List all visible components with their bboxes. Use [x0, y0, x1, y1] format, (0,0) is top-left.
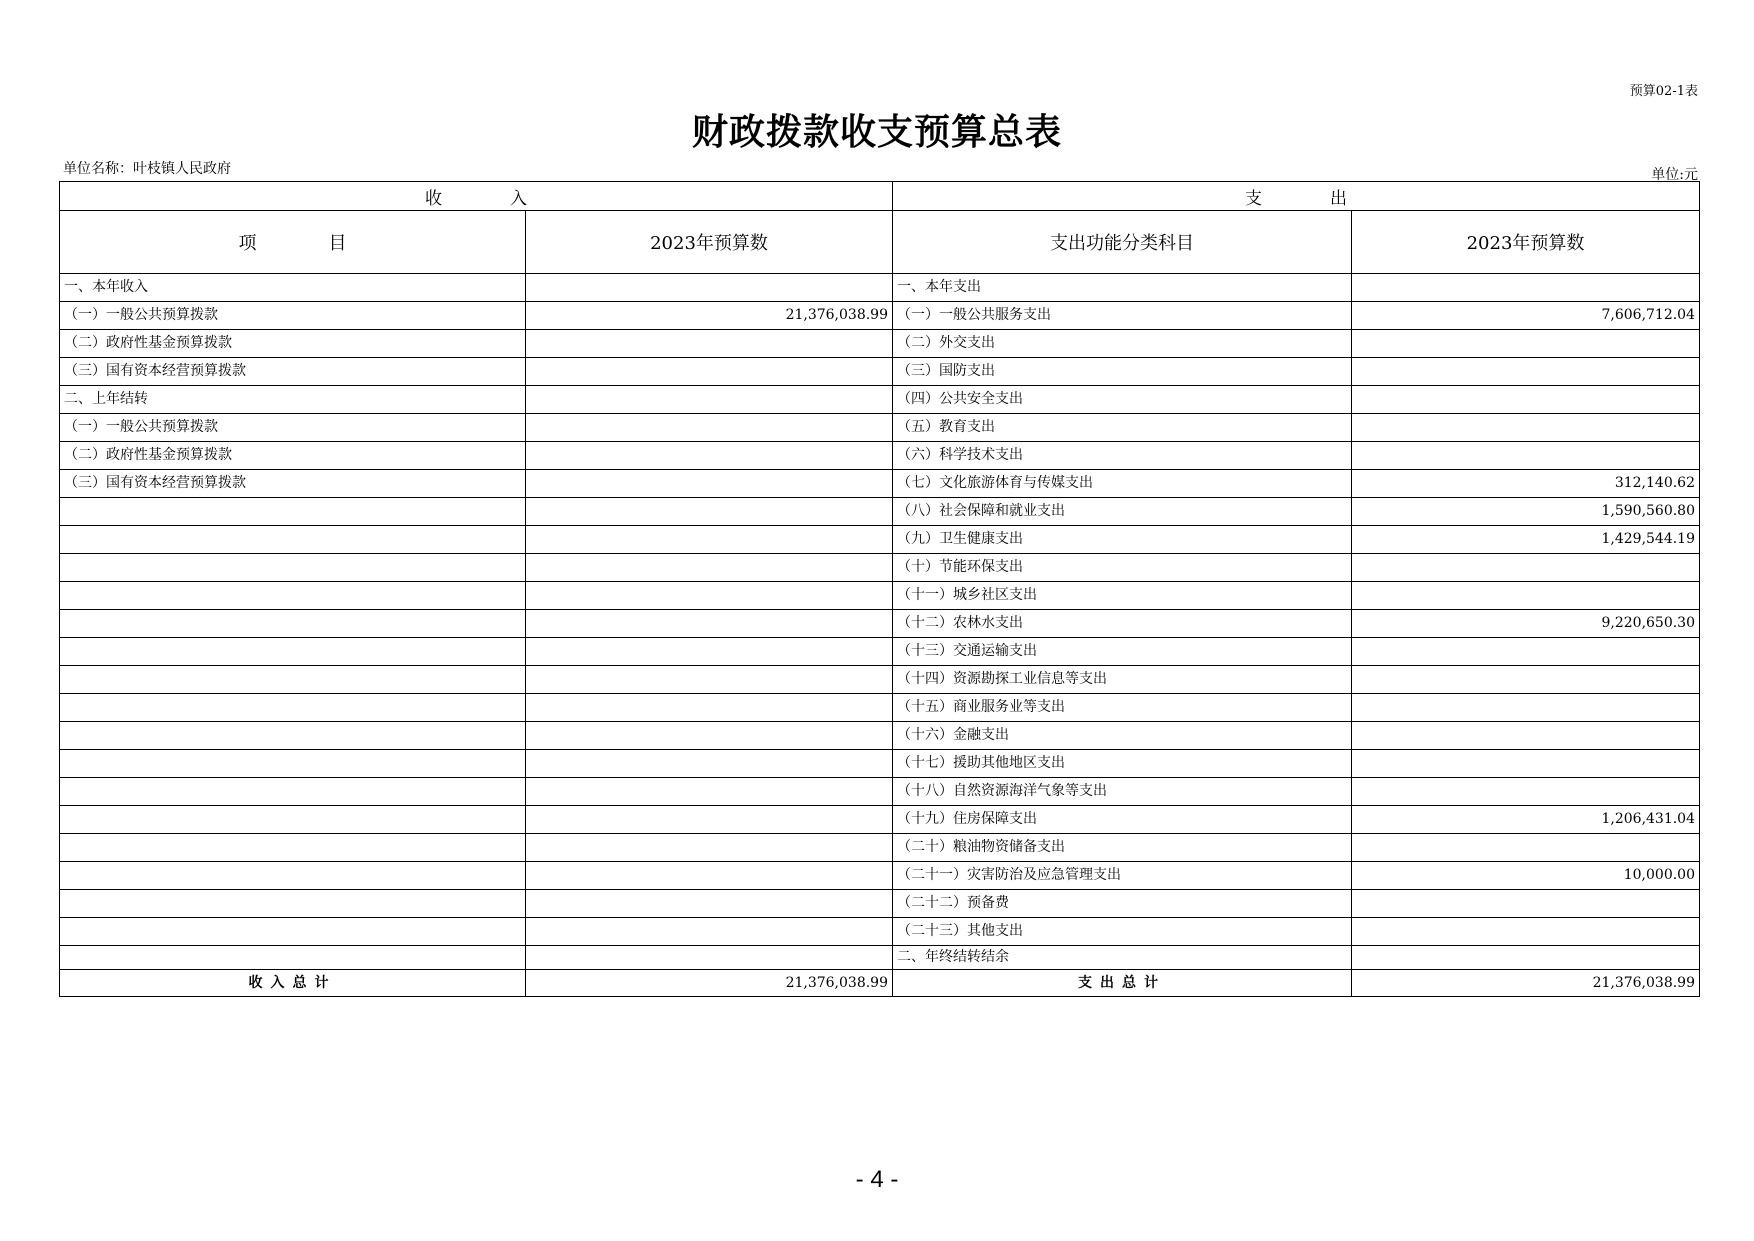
table-row: [60, 862, 1700, 890]
expense-item-cell: （十四）资源勘探工业信息等支出: [893, 666, 1352, 694]
expense-item-header: 支出功能分类科目: [893, 211, 1352, 274]
expense-item-cell: （十三）交通运输支出: [893, 638, 1352, 666]
expense-amount-cell: [1352, 582, 1700, 610]
income-amount-cell: [526, 694, 893, 722]
table-row: [60, 302, 1700, 330]
expense-item-cell: 二、年终结转结余: [893, 946, 1352, 970]
income-item-cell: [60, 554, 526, 582]
income-item-cell: [60, 582, 526, 610]
income-item-cell: 二、上年结转: [60, 386, 526, 414]
income-amount-cell: [526, 526, 893, 554]
income-amount-cell: [526, 722, 893, 750]
table-row: [60, 330, 1700, 358]
income-item-cell: [60, 750, 526, 778]
table-row: [60, 806, 1700, 834]
section-header-row: [60, 182, 1700, 211]
expense-amount-cell: [1352, 946, 1700, 970]
expense-item-cell: （十五）商业服务业等支出: [893, 694, 1352, 722]
expense-item-cell: （十六）金融支出: [893, 722, 1352, 750]
income-amount-cell: [526, 890, 893, 918]
expense-total-amount: 21,376,038.99: [1352, 970, 1700, 997]
expense-amount-cell: [1352, 694, 1700, 722]
expense-amount-cell: 312,140.62: [1352, 470, 1700, 498]
budget-table: [59, 181, 1700, 997]
income-item-cell: [60, 806, 526, 834]
income-amount-cell: [526, 414, 893, 442]
unit-currency: 单位:元: [1651, 167, 1698, 183]
income-amount-cell: [526, 386, 893, 414]
table-row: [60, 890, 1700, 918]
unit-name: 单位名称：叶枝镇人民政府: [63, 161, 231, 177]
table-row: [60, 918, 1700, 946]
income-item-cell: [60, 890, 526, 918]
income-item-cell: （一）一般公共预算拨款: [60, 414, 526, 442]
total-row: [60, 970, 1700, 997]
expense-amount-cell: 10,000.00: [1352, 862, 1700, 890]
income-item-cell: [60, 722, 526, 750]
table-row: [60, 638, 1700, 666]
table-row: [60, 386, 1700, 414]
income-item-cell: [60, 498, 526, 526]
income-item-cell: （二）政府性基金预算拨款: [60, 442, 526, 470]
income-amount-cell: [526, 498, 893, 526]
expense-item-cell: （十一）城乡社区支出: [893, 582, 1352, 610]
expense-item-cell: （八）社会保障和就业支出: [893, 498, 1352, 526]
expense-amount-cell: 7,606,712.04: [1352, 302, 1700, 330]
income-amount-cell: [526, 330, 893, 358]
income-amount-cell: [526, 470, 893, 498]
income-amount-cell: [526, 834, 893, 862]
table-row: [60, 274, 1700, 302]
income-amount-cell: [526, 442, 893, 470]
income-amount-cell: [526, 554, 893, 582]
income-item-cell: [60, 862, 526, 890]
income-item-cell: [60, 834, 526, 862]
income-section-heading: 收 入: [60, 182, 893, 211]
income-amount-cell: [526, 610, 893, 638]
expense-amount-header: 2023年预算数: [1352, 211, 1700, 274]
income-amount-header: 2023年预算数: [526, 211, 893, 274]
expense-amount-cell: [1352, 638, 1700, 666]
expense-amount-cell: [1352, 750, 1700, 778]
table-row: [60, 666, 1700, 694]
table-row: [60, 554, 1700, 582]
income-item-cell: （二）政府性基金预算拨款: [60, 330, 526, 358]
expense-amount-cell: [1352, 442, 1700, 470]
table-row: [60, 834, 1700, 862]
expense-item-cell: （三）国防支出: [893, 358, 1352, 386]
table-row: [60, 498, 1700, 526]
expense-item-cell: （一）一般公共服务支出: [893, 302, 1352, 330]
income-item-cell: [60, 666, 526, 694]
expense-amount-cell: [1352, 918, 1700, 946]
table-row: [60, 946, 1700, 970]
expense-item-cell: （二十）粮油物资储备支出: [893, 834, 1352, 862]
expense-amount-cell: [1352, 834, 1700, 862]
income-item-cell: （三）国有资本经营预算拨款: [60, 358, 526, 386]
income-item-cell: [60, 946, 526, 970]
table-row: [60, 470, 1700, 498]
expense-item-cell: （十八）自然资源海洋气象等支出: [893, 778, 1352, 806]
expense-item-cell: （十七）援助其他地区支出: [893, 750, 1352, 778]
income-item-cell: [60, 638, 526, 666]
expense-item-cell: （四）公共安全支出: [893, 386, 1352, 414]
expense-amount-cell: [1352, 722, 1700, 750]
expense-amount-cell: 1,429,544.19: [1352, 526, 1700, 554]
income-item-cell: [60, 610, 526, 638]
income-total-label: 收入总计: [60, 970, 526, 997]
income-amount-cell: [526, 778, 893, 806]
expense-amount-cell: 9,220,650.30: [1352, 610, 1700, 638]
expense-total-label: 支出总计: [893, 970, 1352, 997]
expense-item-cell: 一、本年支出: [893, 274, 1352, 302]
expense-item-cell: （十九）住房保障支出: [893, 806, 1352, 834]
expense-amount-cell: [1352, 386, 1700, 414]
income-item-cell: [60, 918, 526, 946]
expense-amount-cell: [1352, 414, 1700, 442]
income-item-cell: （一）一般公共预算拨款: [60, 302, 526, 330]
table-row: [60, 694, 1700, 722]
income-item-cell: [60, 526, 526, 554]
expense-amount-cell: [1352, 358, 1700, 386]
expense-amount-cell: 1,206,431.04: [1352, 806, 1700, 834]
expense-section-heading: 支 出: [893, 182, 1700, 211]
income-item-cell: （三）国有资本经营预算拨款: [60, 470, 526, 498]
income-amount-cell: [526, 274, 893, 302]
expense-item-cell: （十）节能环保支出: [893, 554, 1352, 582]
expense-amount-cell: [1352, 778, 1700, 806]
table-row: [60, 414, 1700, 442]
expense-item-cell: （二十二）预备费: [893, 890, 1352, 918]
expense-item-cell: （二十一）灾害防治及应急管理支出: [893, 862, 1352, 890]
table-row: [60, 610, 1700, 638]
income-amount-cell: [526, 946, 893, 970]
income-item-header: 项 目: [60, 211, 526, 274]
expense-item-cell: （十二）农林水支出: [893, 610, 1352, 638]
income-amount-cell: [526, 918, 893, 946]
table-row: [60, 358, 1700, 386]
income-amount-cell: [526, 582, 893, 610]
expense-item-cell: （六）科学技术支出: [893, 442, 1352, 470]
expense-item-cell: （七）文化旅游体育与传媒支出: [893, 470, 1352, 498]
income-amount-cell: 21,376,038.99: [526, 302, 893, 330]
income-total-amount: 21,376,038.99: [526, 970, 893, 997]
table-row: [60, 722, 1700, 750]
expense-amount-cell: [1352, 890, 1700, 918]
income-item-cell: [60, 778, 526, 806]
expense-amount-cell: [1352, 554, 1700, 582]
expense-amount-cell: [1352, 330, 1700, 358]
column-header-row: [60, 211, 1700, 274]
table-row: [60, 442, 1700, 470]
table-row: [60, 526, 1700, 554]
income-item-cell: [60, 694, 526, 722]
table-row: [60, 750, 1700, 778]
income-amount-cell: [526, 638, 893, 666]
expense-item-cell: （二十三）其他支出: [893, 918, 1352, 946]
income-item-cell: 一、本年收入: [60, 274, 526, 302]
expense-item-cell: （二）外交支出: [893, 330, 1352, 358]
table-row: [60, 778, 1700, 806]
income-amount-cell: [526, 358, 893, 386]
income-amount-cell: [526, 806, 893, 834]
table-code: 预算02-1表: [1629, 84, 1698, 99]
expense-amount-cell: [1352, 666, 1700, 694]
expense-amount-cell: [1352, 274, 1700, 302]
income-amount-cell: [526, 750, 893, 778]
table-row: [60, 582, 1700, 610]
income-amount-cell: [526, 666, 893, 694]
income-amount-cell: [526, 862, 893, 890]
expense-amount-cell: 1,590,560.80: [1352, 498, 1700, 526]
expense-item-cell: （九）卫生健康支出: [893, 526, 1352, 554]
page-title: 财政拨款收支预算总表: [691, 111, 1062, 153]
page-number: - 4 -: [855, 1166, 899, 1193]
expense-item-cell: （五）教育支出: [893, 414, 1352, 442]
